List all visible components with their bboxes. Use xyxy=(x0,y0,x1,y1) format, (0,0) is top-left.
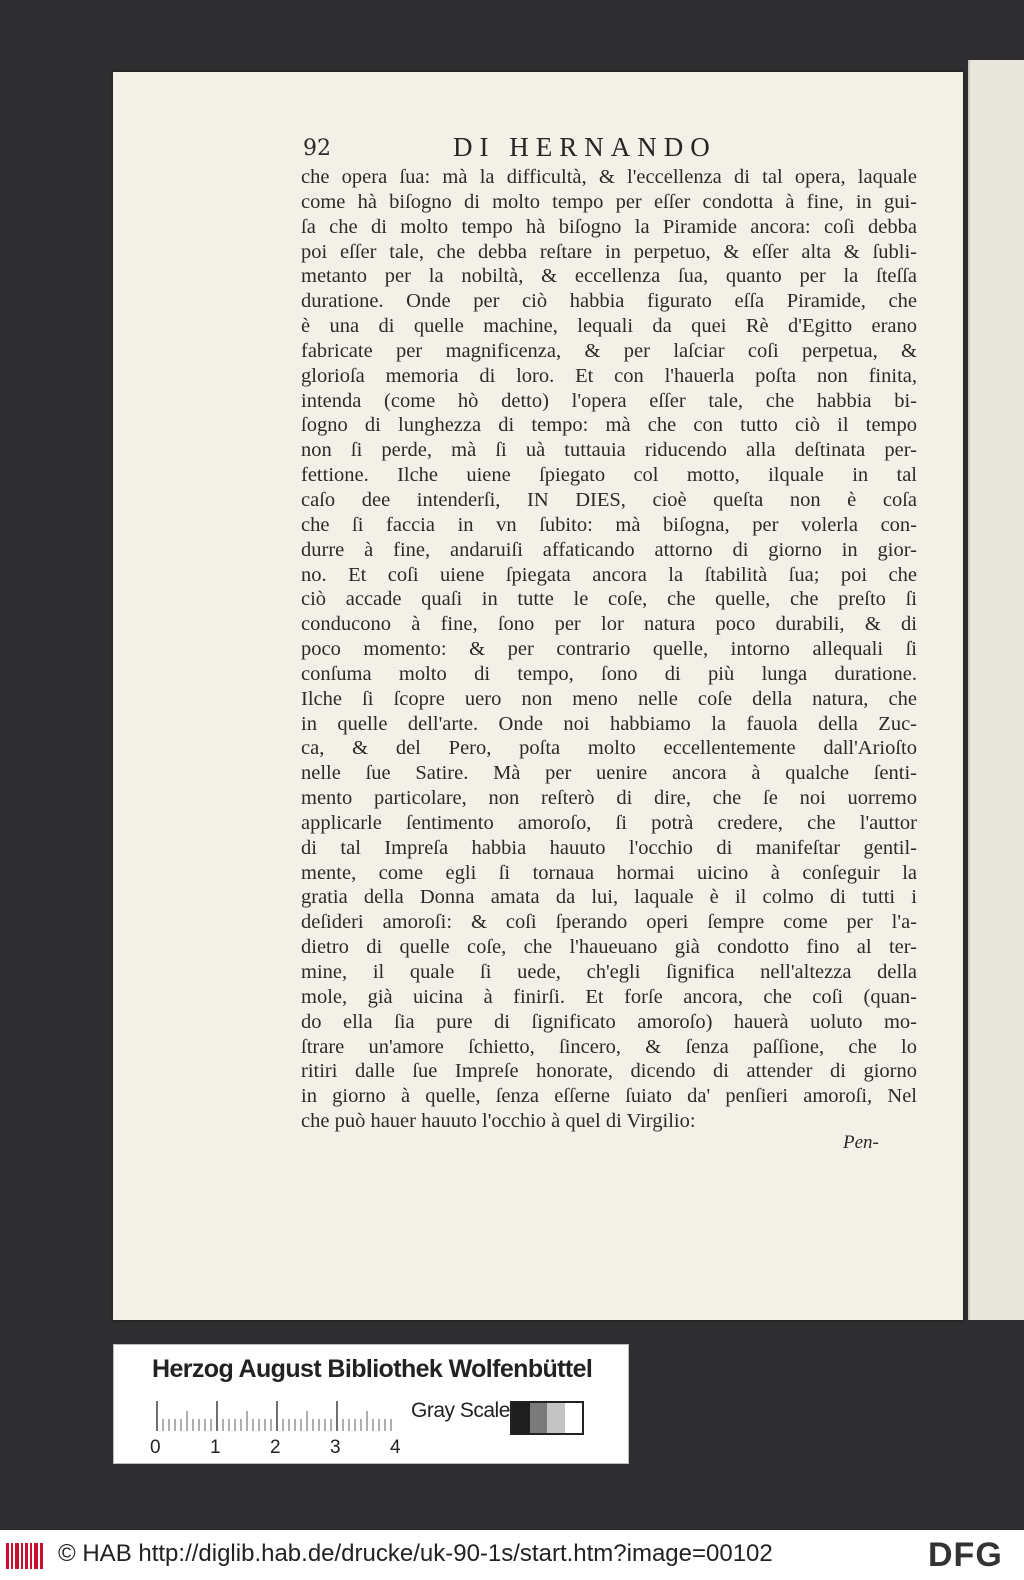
text-line: ſtrare un'amore ſchietto, ſincero, & ſenza paſſione, che lo xyxy=(301,1035,917,1058)
color-calibration-bar xyxy=(113,1344,629,1464)
text-line: no. Et coſi uiene ſpiegata ancora la ſtabilità ſua; poi che xyxy=(301,563,917,586)
gray-scale-swatches xyxy=(510,1401,584,1435)
text-line: fabricate per magnificenza, & per laſciar coſi perpetua, & xyxy=(301,339,917,362)
text-line: ſa che di molto tempo hà biſogno la Piramide ancora: coſi debba xyxy=(301,215,917,238)
text-line: fettione. Ilche uiene ſpiegato col motto, ilquale in tal xyxy=(301,464,917,487)
gray-swatch xyxy=(530,1403,548,1433)
text-line: caſo dee intenderſi, IN DIES, cioè queſta non è coſa xyxy=(301,488,917,511)
footer-bar xyxy=(0,1530,1024,1580)
text-line: non ſi perde, mà ſi uà tuttauia riducendo alla deſtinata per- xyxy=(301,439,917,462)
running-head xyxy=(303,132,863,166)
text-line: applicarle ſentimento amoroſo, ſi potrà credere, che l'auttor xyxy=(301,811,917,834)
text-line: che ſi faccia in vn ſubito: mà biſogna, per volerla con- xyxy=(301,513,917,536)
library-name: Herzog August Bibliothek Wolfenbüttel xyxy=(152,1355,593,1383)
text-line: ciò accade quaſi in tutte le coſe, che quelle, che preſto ſi xyxy=(301,588,917,611)
gray-swatch xyxy=(512,1403,530,1433)
text-line: mole, già uicina à finirſi. Et forſe ancora, che coſi (quan- xyxy=(301,985,917,1008)
text-line: di tal Impreſa habbia hauuto l'occhio di manifeſtar gentil- xyxy=(301,836,917,859)
text-line: conducono à fine, ſono per lor natura poco durabili, & di xyxy=(301,613,917,636)
text-line: come hà biſogno di molto tempo per eſſer condotta à fine, in gui- xyxy=(301,190,917,213)
footer-credit-link[interactable]: © HAB http://diglib.hab.de/drucke/uk-90-1s/start.htm?image=00102 xyxy=(58,1540,773,1567)
text-line: dietro di quelle coſe, che l'haueuano già condotto fino al ter- xyxy=(301,936,917,959)
text-line: metanto per la nobiltà, & eccellenza ſua, quanto per la ſteſſa xyxy=(301,265,917,288)
text-line: deſideri amoroſi: & coſi ſperando operi ſempre come per l'a- xyxy=(301,911,917,934)
text-line: ca, & del Pero, poſta molto eccellentemente dall'Arioſto xyxy=(301,737,917,760)
gray-swatch xyxy=(547,1403,565,1433)
text-line: poi eſſer tale, che debba reſtare in perpetuo, & eſſer alta & ſubli- xyxy=(301,240,917,263)
ruler-label: 2 xyxy=(270,1437,281,1458)
ruler-label: 1 xyxy=(210,1437,221,1458)
ruler-label: 0 xyxy=(150,1437,161,1458)
text-line: ſogno di lunghezza di tempo: mà che con tutto ciò il tempo xyxy=(301,414,917,437)
text-line: poco momento: & per contrario quelle, intorno allequali ſi xyxy=(301,638,917,661)
text-line: mento particolare, non reſterò di dire, che ſe noi uorremo xyxy=(301,787,917,810)
text-line: gratia della Donna amata da lui, laquale è il colmo di tutti i xyxy=(301,886,917,909)
text-line: mente, come egli ſi tornaua hormai uicino à conſeguir la xyxy=(301,861,917,884)
text-line: Ilche ſi ſcopre uero non meno nelle coſe della natura, che xyxy=(301,687,917,710)
text-line: ritiri dalle ſue Impreſe honorate, dicendo di attender di giorno xyxy=(301,1060,917,1083)
text-line: conſuma molto di tempo, ſono di più lunga duratione. xyxy=(301,662,917,685)
catchword: Pen- xyxy=(843,1132,879,1153)
ruler-label: 3 xyxy=(330,1437,341,1458)
text-line: in quelle dell'arte. Onde noi habbiamo la fauola della Zuc- xyxy=(301,712,917,735)
gray-swatch xyxy=(565,1403,583,1433)
text-line: è una di quelle machine, lequali da quei Rè d'Egitto erano xyxy=(301,315,917,338)
dfg-logo: DFG xyxy=(928,1536,1003,1574)
text-line: nelle ſue Satire. Mà per uenire ancora à qualche ſenti- xyxy=(301,762,917,785)
text-line: durre à fine, andaruiſi affaticando attorno di giorno in gior- xyxy=(301,538,917,561)
ruler-scale xyxy=(156,1401,396,1431)
ruler-label: 4 xyxy=(390,1437,401,1458)
text-line: intenda (come hò detto) l'opera eſſer tale, che habbia bi- xyxy=(301,389,917,412)
text-line: mine, il quale ſi uede, ch'egli ſignifica nell'altezza della xyxy=(301,961,917,983)
text-line: do ella ſia pure di ſignificato amoroſo) hauerà uoluto mo- xyxy=(301,1010,917,1033)
text-line: che opera ſua: mà la difficultà, & l'eccellenza di tal opera, laquale xyxy=(301,166,917,188)
text-line: duratione. Onde per ciò habbia figurato eſſa Piramide, che xyxy=(301,290,917,313)
text-line: che può hauer hauuto l'occhio à quel di Virgilio: xyxy=(301,1110,696,1133)
text-line: in giorno à quelle, ſenza eſſerne ſuiato da' penſieri amoroſi, Nel xyxy=(301,1085,917,1108)
barcode-icon xyxy=(6,1543,44,1569)
body-text xyxy=(301,165,917,1134)
next-page-edge xyxy=(968,60,1024,1320)
running-head-title: DI HERNANDO xyxy=(453,132,717,162)
book-page xyxy=(113,72,963,1320)
text-line: glorioſa memoria di loro. Et con l'hauerla poſta non finita, xyxy=(301,364,917,387)
gray-scale-label: Gray Scale xyxy=(411,1399,510,1422)
page-number: 92 xyxy=(303,136,331,161)
